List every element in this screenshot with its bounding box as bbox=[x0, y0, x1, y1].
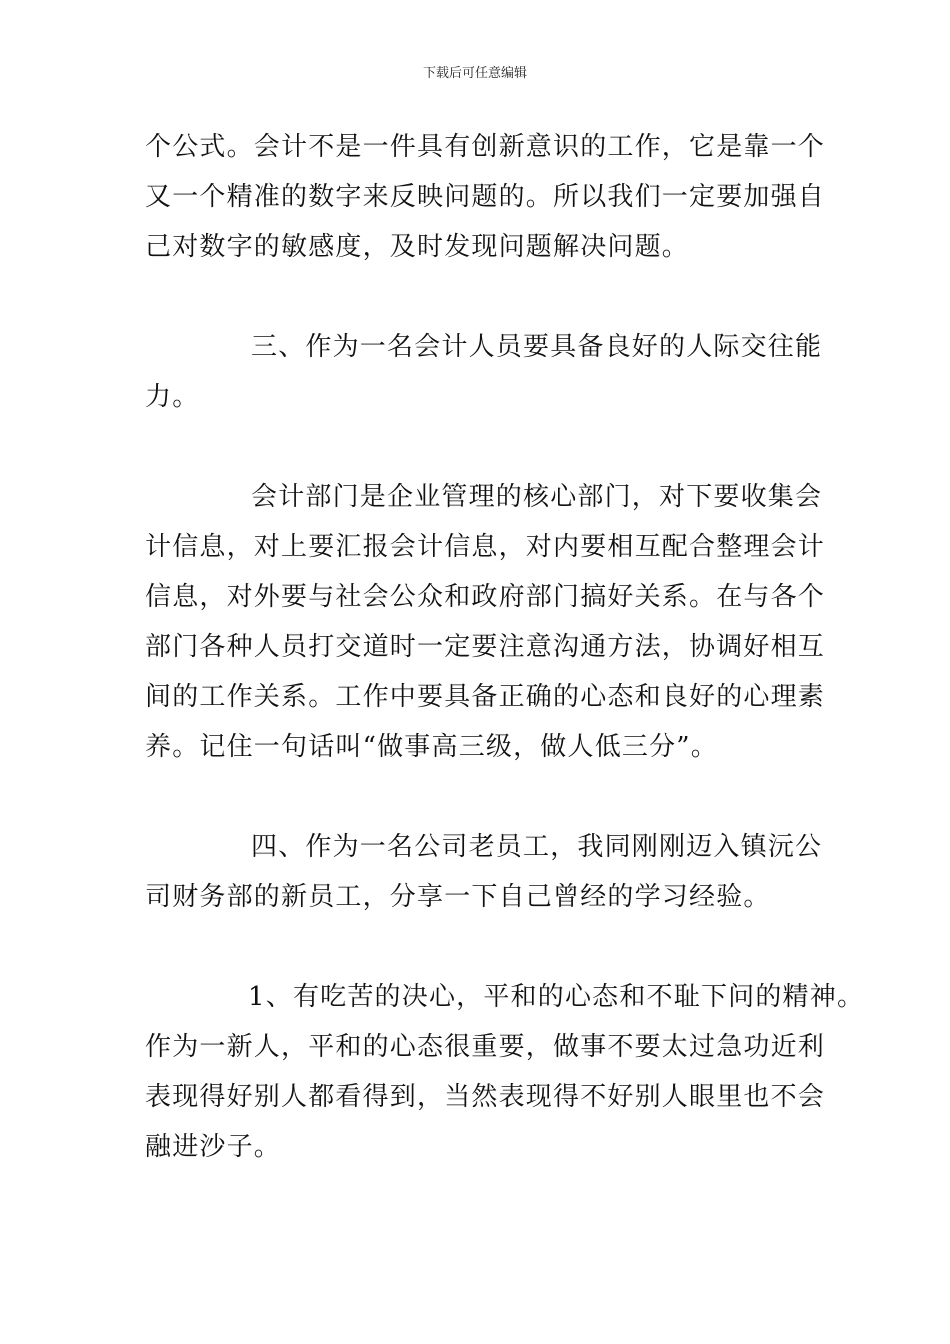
text-line: 养。记住一句话叫“做事高三级，做人低三分”。 bbox=[145, 732, 718, 762]
text-line: 间的工作关系。工作中要具备正确的心态和良好的心理素 bbox=[145, 682, 826, 712]
paragraph-gap bbox=[145, 922, 835, 972]
paragraph-4 bbox=[145, 822, 835, 922]
document-body bbox=[145, 122, 865, 1172]
paragraph-1 bbox=[145, 122, 835, 272]
text-line: 融进沙子。 bbox=[145, 1132, 282, 1162]
paragraph-3 bbox=[145, 472, 835, 772]
section-heading-line: 司财务部的新员工，分享一下自己曾经的学习经验。 bbox=[145, 882, 771, 912]
section-heading-line: 力。 bbox=[145, 382, 200, 412]
text-line: 又一个精准的数字来反映问题的。所以我们一定要加强自 bbox=[145, 182, 826, 212]
paragraph-gap bbox=[145, 772, 835, 822]
text-line: 部门各种人员打交道时一定要注意沟通方法，协调好相互 bbox=[145, 632, 826, 662]
paragraph-gap bbox=[145, 272, 835, 322]
text-line: 作为一新人，平和的心态很重要，做事不要太过急功近利 bbox=[145, 1032, 826, 1062]
paragraph-5 bbox=[145, 972, 865, 1172]
text-line: 信息，对外要与社会公众和政府部门搞好关系。在与各个 bbox=[145, 582, 826, 612]
page-header: 下载后可任意编辑 bbox=[422, 66, 527, 81]
section-heading-line: 四、作为一名公司老员工，我同刚刚迈入镇沅公 bbox=[251, 832, 823, 862]
text-line: 1、有吃苦的决心，平和的心态和不耻下问的精神。 bbox=[248, 982, 865, 1012]
text-line: 表现得好别人都看得到，当然表现得不好别人眼里也不会 bbox=[145, 1082, 826, 1112]
text-line: 会计部门是企业管理的核心部门，对下要收集会 bbox=[251, 482, 823, 512]
text-line: 己对数字的敏感度，及时发现问题解决问题。 bbox=[145, 232, 690, 262]
text-line: 计信息，对上要汇报会计信息，对内要相互配合整理会计 bbox=[145, 532, 826, 562]
section-heading-line: 三、作为一名会计人员要具备良好的人际交往能 bbox=[251, 332, 823, 362]
paragraph-2 bbox=[145, 322, 835, 422]
text-line: 个公式。会计不是一件具有创新意识的工作，它是靠一个 bbox=[145, 132, 826, 162]
paragraph-gap bbox=[145, 422, 835, 472]
